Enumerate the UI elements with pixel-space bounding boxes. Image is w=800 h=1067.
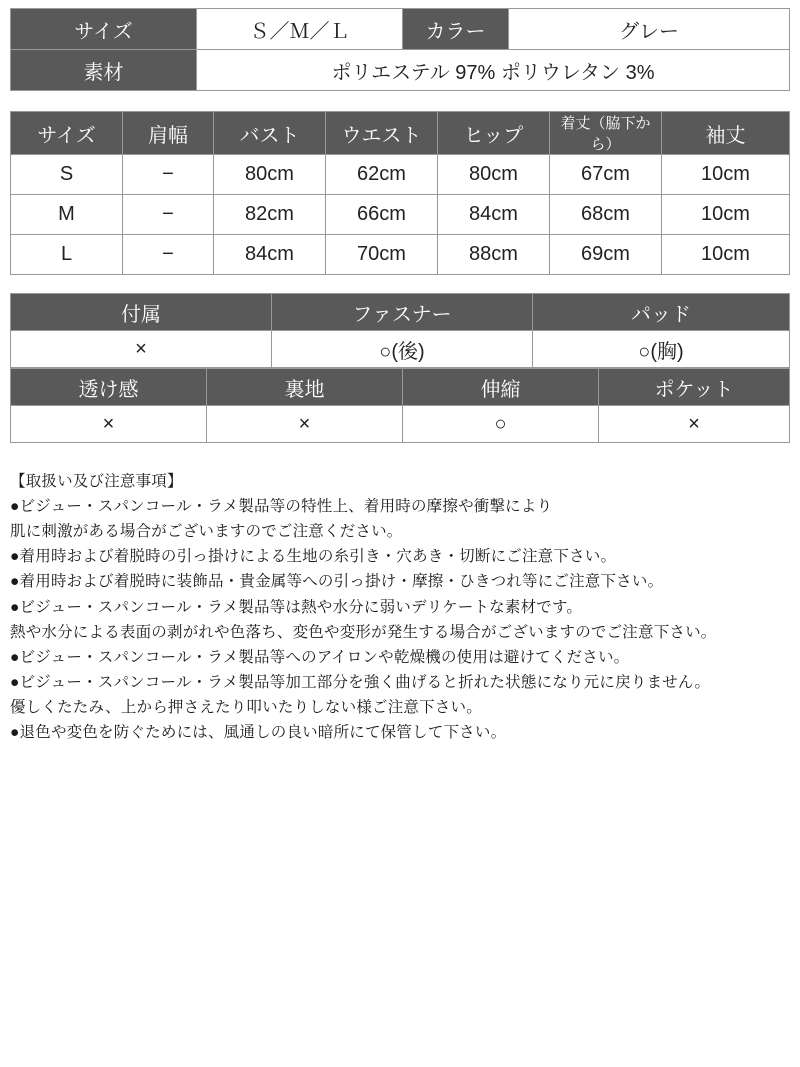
notes-line: ●着用時および着脱時の引っ掛けによる生地の糸引き・穴あき・切断にご注意下さい。 xyxy=(10,548,617,566)
attribute-table-2 xyxy=(10,368,790,443)
notes-line: ●ビジュー・スパンコール・ラメ製品等は熱や水分に弱いデリケートな素材です。 xyxy=(10,598,583,616)
attr-col-sheerness: 透け感 xyxy=(11,369,207,406)
care-notes xyxy=(10,469,790,745)
table-header-row xyxy=(11,112,790,155)
attr-col-pad: パッド xyxy=(533,294,790,331)
size-cell: S xyxy=(11,155,123,195)
size-col-bust: バスト xyxy=(214,112,326,155)
notes-line: ●着用時および着脱時に装飾品・貴金属等への引っ掛け・摩擦・ひきつれ等にご注意下さい。 xyxy=(10,573,664,591)
size-cell: 62cm xyxy=(326,155,438,195)
size-col-sleeve: 袖丈 xyxy=(662,112,790,155)
notes-line: ●ビジュー・スパンコール・ラメ製品等の特性上、着用時の摩擦や衝撃により xyxy=(10,498,553,516)
attr-value-lining: × xyxy=(207,406,403,443)
size-col-waist: ウエスト xyxy=(326,112,438,155)
notes-line: 優しくたたみ、上から押さえたり叩いたりしない様ご注意下さい。 xyxy=(10,698,482,716)
notes-line: ●ビジュー・スパンコール・ラメ製品等へのアイロンや乾燥機の使用は避けてください。 xyxy=(10,648,630,666)
size-col-shoulder: 肩幅 xyxy=(123,112,214,155)
size-cell: 84cm xyxy=(438,195,550,235)
size-cell: 10cm xyxy=(662,195,790,235)
size-cell: M xyxy=(11,195,123,235)
size-cell: 80cm xyxy=(214,155,326,195)
notes-line: ●退色や変色を防ぐためには、風通しの良い暗所にて保管して下さい。 xyxy=(10,724,507,742)
size-cell: 84cm xyxy=(214,235,326,275)
spec-label-material: 素材 xyxy=(11,50,197,91)
table-header-row xyxy=(11,294,790,331)
table-row xyxy=(11,406,790,443)
spec-label-color: カラー xyxy=(403,9,509,50)
size-col-hip: ヒップ xyxy=(438,112,550,155)
size-col-length: 着丈（脇下から） xyxy=(550,112,662,155)
size-cell: 69cm xyxy=(550,235,662,275)
notes-title: 【取扱い及び注意事項】 xyxy=(10,473,183,490)
attr-col-accessory: 付属 xyxy=(11,294,272,331)
spec-value-color: グレー xyxy=(509,9,790,50)
spec-value-size: Ｓ／Ｍ／Ｌ xyxy=(197,9,403,50)
table-row xyxy=(11,195,790,235)
spacer xyxy=(10,275,790,293)
size-cell: − xyxy=(123,235,214,275)
size-cell: 88cm xyxy=(438,235,550,275)
notes-line: 肌に刺激がある場合がございますのでご注意ください。 xyxy=(10,523,403,541)
size-cell: 66cm xyxy=(326,195,438,235)
table-row xyxy=(11,155,790,195)
notes-line: 熱や水分による表面の剥がれや色落ち、変色や変形が発生する場合がございますのでご注意下さい。 xyxy=(10,623,717,641)
attr-value-pad: ○(胸) xyxy=(533,331,790,368)
table-header-row xyxy=(11,369,790,406)
spacer xyxy=(10,91,790,111)
notes-line: ●ビジュー・スパンコール・ラメ製品等加工部分を強く曲げると折れた状態になり元に戻りません。 xyxy=(10,673,711,691)
size-cell: − xyxy=(123,195,214,235)
size-table xyxy=(10,111,790,275)
size-cell: 80cm xyxy=(438,155,550,195)
attr-col-stretch: 伸縮 xyxy=(403,369,599,406)
size-cell: 70cm xyxy=(326,235,438,275)
attr-value-stretch: ○ xyxy=(403,406,599,443)
size-cell: 10cm xyxy=(662,235,790,275)
size-col-size: サイズ xyxy=(11,112,123,155)
size-cell: 68cm xyxy=(550,195,662,235)
table-row xyxy=(11,331,790,368)
attr-value-pocket: × xyxy=(599,406,790,443)
spec-label-size: サイズ xyxy=(11,9,197,50)
table-row xyxy=(11,235,790,275)
attr-col-lining: 裏地 xyxy=(207,369,403,406)
spec-value-material: ポリエステル 97% ポリウレタン 3% xyxy=(197,50,790,91)
size-cell: 10cm xyxy=(662,155,790,195)
attr-col-pocket: ポケット xyxy=(599,369,790,406)
spec-table xyxy=(10,8,790,91)
table-row xyxy=(11,9,790,50)
size-cell: 82cm xyxy=(214,195,326,235)
attr-value-accessory: × xyxy=(11,331,272,368)
attr-value-sheerness: × xyxy=(11,406,207,443)
size-cell: 67cm xyxy=(550,155,662,195)
size-cell: L xyxy=(11,235,123,275)
attr-value-zipper: ○(後) xyxy=(272,331,533,368)
size-cell: − xyxy=(123,155,214,195)
attr-col-zipper: ファスナー xyxy=(272,294,533,331)
attribute-table-1 xyxy=(10,293,790,368)
table-row xyxy=(11,50,790,91)
